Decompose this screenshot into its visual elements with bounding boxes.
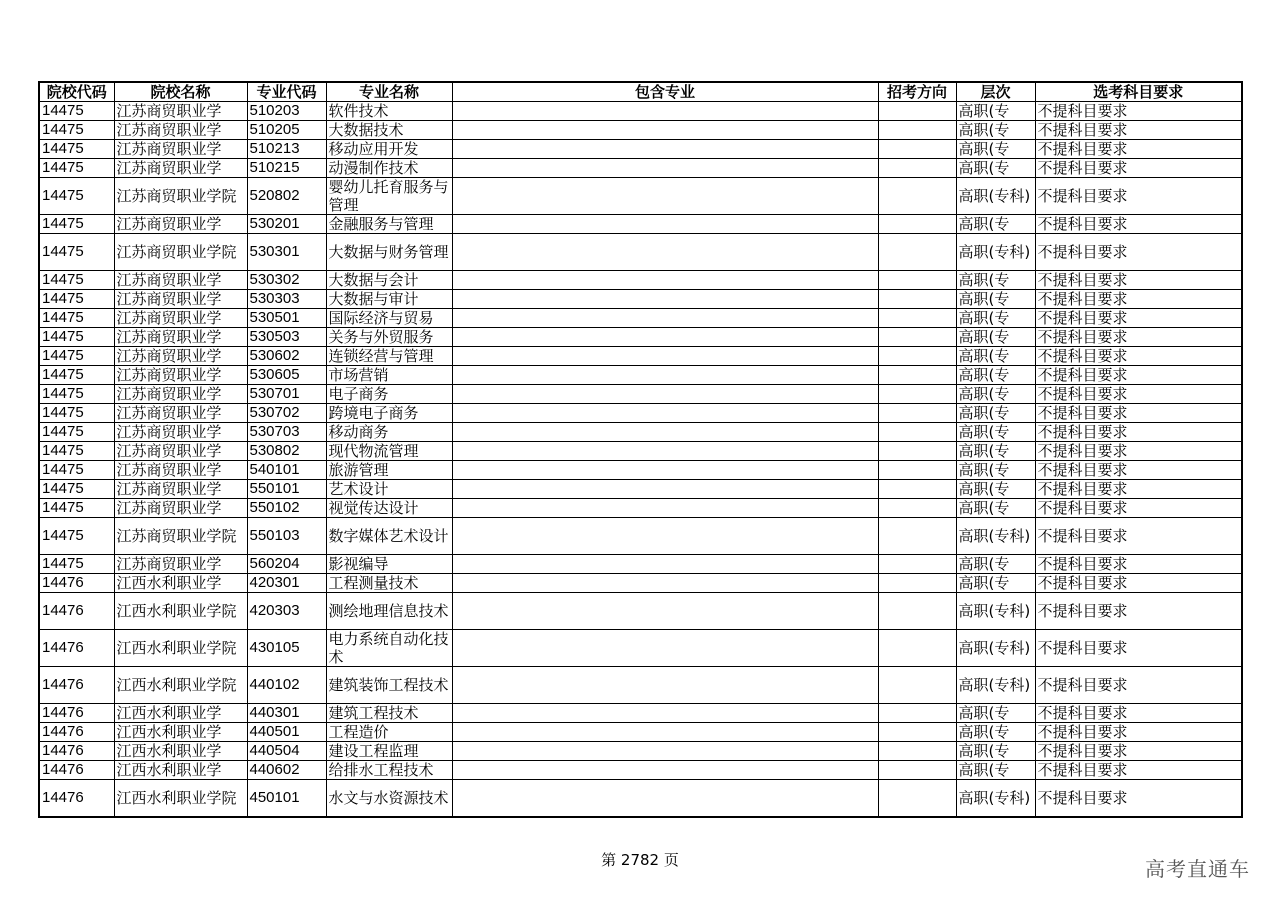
cell-subject-requirement: 不提科目要求 bbox=[1035, 309, 1242, 328]
cell-subject-requirement: 不提科目要求 bbox=[1035, 723, 1242, 742]
cell-school-name: 江西水利职业学 bbox=[114, 574, 247, 593]
cell-included-majors bbox=[452, 780, 878, 818]
cell-included-majors bbox=[452, 499, 878, 518]
cell-major-name: 动漫制作技术 bbox=[326, 159, 452, 178]
cell-level: 高职(专 bbox=[956, 761, 1035, 780]
cell-school-name: 江西水利职业学院 bbox=[114, 593, 247, 630]
cell-exam-direction bbox=[878, 518, 956, 555]
cell-included-majors bbox=[452, 667, 878, 704]
cell-school-name: 江苏商贸职业学 bbox=[114, 347, 247, 366]
header-exam-direction: 招考方向 bbox=[878, 82, 956, 102]
cell-level: 高职(专 bbox=[956, 555, 1035, 574]
cell-level: 高职(专 bbox=[956, 442, 1035, 461]
cell-included-majors bbox=[452, 290, 878, 309]
cell-school-code: 14476 bbox=[39, 780, 114, 818]
table-row bbox=[39, 215, 1242, 234]
cell-included-majors bbox=[452, 121, 878, 140]
table-row bbox=[39, 290, 1242, 309]
cell-major-code: 550102 bbox=[247, 499, 326, 518]
cell-exam-direction bbox=[878, 593, 956, 630]
cell-exam-direction bbox=[878, 667, 956, 704]
cell-school-name: 江苏商贸职业学 bbox=[114, 442, 247, 461]
cell-included-majors bbox=[452, 461, 878, 480]
table-row bbox=[39, 704, 1242, 723]
cell-major-code: 530605 bbox=[247, 366, 326, 385]
table-row bbox=[39, 480, 1242, 499]
header-included-majors: 包含专业 bbox=[452, 82, 878, 102]
header-level: 层次 bbox=[956, 82, 1035, 102]
cell-level: 高职(专科) bbox=[956, 630, 1035, 667]
cell-school-code: 14475 bbox=[39, 178, 114, 215]
cell-level: 高职(专 bbox=[956, 215, 1035, 234]
table-row bbox=[39, 328, 1242, 347]
cell-major-name: 关务与外贸服务 bbox=[326, 328, 452, 347]
cell-major-code: 510205 bbox=[247, 121, 326, 140]
cell-school-name: 江西水利职业学院 bbox=[114, 630, 247, 667]
cell-subject-requirement: 不提科目要求 bbox=[1035, 555, 1242, 574]
table-row bbox=[39, 140, 1242, 159]
cell-subject-requirement: 不提科目要求 bbox=[1035, 704, 1242, 723]
cell-school-name: 江苏商贸职业学院 bbox=[114, 178, 247, 215]
cell-level: 高职(专 bbox=[956, 404, 1035, 423]
cell-major-name: 建筑工程技术 bbox=[326, 704, 452, 723]
cell-level: 高职(专 bbox=[956, 461, 1035, 480]
cell-major-name: 测绘地理信息技术 bbox=[326, 593, 452, 630]
cell-major-code: 420301 bbox=[247, 574, 326, 593]
cell-school-code: 14476 bbox=[39, 630, 114, 667]
cell-school-name: 江苏商贸职业学 bbox=[114, 404, 247, 423]
cell-major-code: 440501 bbox=[247, 723, 326, 742]
cell-exam-direction bbox=[878, 574, 956, 593]
cell-subject-requirement: 不提科目要求 bbox=[1035, 102, 1242, 121]
cell-included-majors bbox=[452, 385, 878, 404]
table-row bbox=[39, 178, 1242, 215]
cell-major-code: 550103 bbox=[247, 518, 326, 555]
cell-exam-direction bbox=[878, 140, 956, 159]
cell-subject-requirement: 不提科目要求 bbox=[1035, 121, 1242, 140]
cell-subject-requirement: 不提科目要求 bbox=[1035, 780, 1242, 818]
cell-school-name: 江苏商贸职业学 bbox=[114, 309, 247, 328]
cell-subject-requirement: 不提科目要求 bbox=[1035, 271, 1242, 290]
cell-school-name: 江苏商贸职业学院 bbox=[114, 518, 247, 555]
cell-major-code: 530303 bbox=[247, 290, 326, 309]
cell-subject-requirement: 不提科目要求 bbox=[1035, 290, 1242, 309]
cell-exam-direction bbox=[878, 121, 956, 140]
cell-included-majors bbox=[452, 555, 878, 574]
table-row bbox=[39, 742, 1242, 761]
cell-level: 高职(专 bbox=[956, 159, 1035, 178]
cell-exam-direction bbox=[878, 290, 956, 309]
cell-major-name: 电子商务 bbox=[326, 385, 452, 404]
table-row bbox=[39, 723, 1242, 742]
header-school-code: 院校代码 bbox=[39, 82, 114, 102]
cell-major-code: 440301 bbox=[247, 704, 326, 723]
cell-level: 高职(专 bbox=[956, 140, 1035, 159]
cell-major-code: 550101 bbox=[247, 480, 326, 499]
cell-school-name: 江西水利职业学 bbox=[114, 704, 247, 723]
cell-major-name: 软件技术 bbox=[326, 102, 452, 121]
cell-included-majors bbox=[452, 480, 878, 499]
header-subject-requirement: 选考科目要求 bbox=[1035, 82, 1242, 102]
cell-school-name: 江苏商贸职业学院 bbox=[114, 234, 247, 271]
cell-level: 高职(专科) bbox=[956, 780, 1035, 818]
table-row bbox=[39, 780, 1242, 818]
table-row bbox=[39, 102, 1242, 121]
cell-school-name: 江苏商贸职业学 bbox=[114, 159, 247, 178]
cell-major-code: 530702 bbox=[247, 404, 326, 423]
cell-included-majors bbox=[452, 593, 878, 630]
cell-major-name: 大数据与审计 bbox=[326, 290, 452, 309]
cell-school-name: 江苏商贸职业学 bbox=[114, 499, 247, 518]
cell-level: 高职(专 bbox=[956, 742, 1035, 761]
cell-school-code: 14475 bbox=[39, 555, 114, 574]
cell-level: 高职(专 bbox=[956, 480, 1035, 499]
cell-subject-requirement: 不提科目要求 bbox=[1035, 234, 1242, 271]
table-row bbox=[39, 271, 1242, 290]
cell-major-name: 建筑装饰工程技术 bbox=[326, 667, 452, 704]
cell-major-code: 530201 bbox=[247, 215, 326, 234]
cell-subject-requirement: 不提科目要求 bbox=[1035, 178, 1242, 215]
cell-major-code: 530701 bbox=[247, 385, 326, 404]
cell-major-name: 移动应用开发 bbox=[326, 140, 452, 159]
page-number: 第 2782 页 bbox=[601, 851, 679, 869]
cell-school-name: 江西水利职业学 bbox=[114, 723, 247, 742]
cell-major-name: 工程造价 bbox=[326, 723, 452, 742]
table-row bbox=[39, 309, 1242, 328]
cell-subject-requirement: 不提科目要求 bbox=[1035, 667, 1242, 704]
cell-subject-requirement: 不提科目要求 bbox=[1035, 761, 1242, 780]
cell-school-code: 14476 bbox=[39, 667, 114, 704]
cell-school-name: 江苏商贸职业学 bbox=[114, 271, 247, 290]
table-row bbox=[39, 499, 1242, 518]
cell-major-code: 430105 bbox=[247, 630, 326, 667]
cell-major-code: 560204 bbox=[247, 555, 326, 574]
cell-school-name: 江苏商贸职业学 bbox=[114, 366, 247, 385]
cell-school-code: 14475 bbox=[39, 461, 114, 480]
table-row bbox=[39, 385, 1242, 404]
cell-included-majors bbox=[452, 215, 878, 234]
cell-major-code: 530602 bbox=[247, 347, 326, 366]
cell-major-code: 440102 bbox=[247, 667, 326, 704]
cell-exam-direction bbox=[878, 723, 956, 742]
cell-exam-direction bbox=[878, 347, 956, 366]
cell-major-code: 530703 bbox=[247, 423, 326, 442]
table-row bbox=[39, 347, 1242, 366]
cell-level: 高职(专 bbox=[956, 574, 1035, 593]
cell-subject-requirement: 不提科目要求 bbox=[1035, 423, 1242, 442]
cell-major-name: 旅游管理 bbox=[326, 461, 452, 480]
cell-subject-requirement: 不提科目要求 bbox=[1035, 442, 1242, 461]
cell-school-name: 江苏商贸职业学 bbox=[114, 102, 247, 121]
cell-subject-requirement: 不提科目要求 bbox=[1035, 742, 1242, 761]
cell-school-code: 14475 bbox=[39, 328, 114, 347]
cell-major-code: 450101 bbox=[247, 780, 326, 818]
cell-school-name: 江苏商贸职业学 bbox=[114, 121, 247, 140]
cell-school-code: 14475 bbox=[39, 140, 114, 159]
cell-included-majors bbox=[452, 723, 878, 742]
cell-exam-direction bbox=[878, 442, 956, 461]
cell-exam-direction bbox=[878, 461, 956, 480]
cell-exam-direction bbox=[878, 630, 956, 667]
cell-school-name: 江苏商贸职业学 bbox=[114, 215, 247, 234]
cell-subject-requirement: 不提科目要求 bbox=[1035, 480, 1242, 499]
cell-level: 高职(专科) bbox=[956, 667, 1035, 704]
table-row bbox=[39, 667, 1242, 704]
cell-school-name: 江西水利职业学 bbox=[114, 761, 247, 780]
cell-school-code: 14475 bbox=[39, 518, 114, 555]
cell-school-code: 14475 bbox=[39, 385, 114, 404]
cell-school-code: 14475 bbox=[39, 102, 114, 121]
cell-major-code: 510215 bbox=[247, 159, 326, 178]
cell-subject-requirement: 不提科目要求 bbox=[1035, 366, 1242, 385]
cell-school-code: 14475 bbox=[39, 499, 114, 518]
cell-included-majors bbox=[452, 234, 878, 271]
cell-major-name: 连锁经营与管理 bbox=[326, 347, 452, 366]
cell-major-name: 给排水工程技术 bbox=[326, 761, 452, 780]
table-row bbox=[39, 761, 1242, 780]
cell-exam-direction bbox=[878, 555, 956, 574]
table-row bbox=[39, 234, 1242, 271]
cell-included-majors bbox=[452, 159, 878, 178]
cell-level: 高职(专 bbox=[956, 271, 1035, 290]
cell-school-name: 江苏商贸职业学 bbox=[114, 423, 247, 442]
cell-included-majors bbox=[452, 347, 878, 366]
cell-included-majors bbox=[452, 271, 878, 290]
cell-major-code: 440504 bbox=[247, 742, 326, 761]
header-major-name: 专业名称 bbox=[326, 82, 452, 102]
cell-included-majors bbox=[452, 366, 878, 385]
cell-major-name: 水文与水资源技术 bbox=[326, 780, 452, 818]
cell-included-majors bbox=[452, 309, 878, 328]
table-row bbox=[39, 121, 1242, 140]
cell-major-name: 跨境电子商务 bbox=[326, 404, 452, 423]
cell-subject-requirement: 不提科目要求 bbox=[1035, 574, 1242, 593]
table-row bbox=[39, 574, 1242, 593]
cell-school-code: 14476 bbox=[39, 761, 114, 780]
cell-exam-direction bbox=[878, 423, 956, 442]
watermark-text: 高考直通车 bbox=[1145, 857, 1250, 881]
cell-level: 高职(专科) bbox=[956, 518, 1035, 555]
table-row bbox=[39, 159, 1242, 178]
cell-major-name: 国际经济与贸易 bbox=[326, 309, 452, 328]
cell-major-code: 530802 bbox=[247, 442, 326, 461]
cell-included-majors bbox=[452, 742, 878, 761]
cell-level: 高职(专 bbox=[956, 423, 1035, 442]
cell-exam-direction bbox=[878, 780, 956, 818]
cell-exam-direction bbox=[878, 366, 956, 385]
cell-major-name: 金融服务与管理 bbox=[326, 215, 452, 234]
cell-major-name: 视觉传达设计 bbox=[326, 499, 452, 518]
cell-school-name: 江苏商贸职业学 bbox=[114, 385, 247, 404]
cell-level: 高职(专 bbox=[956, 385, 1035, 404]
cell-subject-requirement: 不提科目要求 bbox=[1035, 593, 1242, 630]
cell-exam-direction bbox=[878, 271, 956, 290]
cell-major-code: 530503 bbox=[247, 328, 326, 347]
cell-included-majors bbox=[452, 630, 878, 667]
table-row bbox=[39, 366, 1242, 385]
cell-school-code: 14475 bbox=[39, 404, 114, 423]
cell-exam-direction bbox=[878, 704, 956, 723]
header-school-name: 院校名称 bbox=[114, 82, 247, 102]
table-row bbox=[39, 630, 1242, 667]
cell-subject-requirement: 不提科目要求 bbox=[1035, 159, 1242, 178]
cell-school-code: 14475 bbox=[39, 271, 114, 290]
cell-school-code: 14475 bbox=[39, 366, 114, 385]
cell-major-name: 数字媒体艺术设计 bbox=[326, 518, 452, 555]
cell-exam-direction bbox=[878, 385, 956, 404]
cell-exam-direction bbox=[878, 328, 956, 347]
cell-level: 高职(专 bbox=[956, 347, 1035, 366]
cell-exam-direction bbox=[878, 761, 956, 780]
cell-major-name: 婴幼儿托育服务与管理 bbox=[326, 178, 452, 215]
cell-included-majors bbox=[452, 140, 878, 159]
cell-included-majors bbox=[452, 423, 878, 442]
cell-major-code: 530301 bbox=[247, 234, 326, 271]
cell-school-name: 江苏商贸职业学 bbox=[114, 328, 247, 347]
cell-subject-requirement: 不提科目要求 bbox=[1035, 347, 1242, 366]
cell-school-code: 14475 bbox=[39, 480, 114, 499]
cell-included-majors bbox=[452, 102, 878, 121]
cell-school-name: 江西水利职业学院 bbox=[114, 667, 247, 704]
cell-exam-direction bbox=[878, 499, 956, 518]
header-major-code: 专业代码 bbox=[247, 82, 326, 102]
cell-major-code: 520802 bbox=[247, 178, 326, 215]
cell-major-name: 市场营销 bbox=[326, 366, 452, 385]
cell-school-code: 14475 bbox=[39, 215, 114, 234]
cell-subject-requirement: 不提科目要求 bbox=[1035, 518, 1242, 555]
table-row bbox=[39, 555, 1242, 574]
cell-major-name: 电力系统自动化技术 bbox=[326, 630, 452, 667]
cell-included-majors bbox=[452, 574, 878, 593]
cell-school-code: 14475 bbox=[39, 121, 114, 140]
cell-major-name: 影视编导 bbox=[326, 555, 452, 574]
cell-subject-requirement: 不提科目要求 bbox=[1035, 404, 1242, 423]
cell-level: 高职(专 bbox=[956, 723, 1035, 742]
cell-major-name: 建设工程监理 bbox=[326, 742, 452, 761]
cell-major-code: 420303 bbox=[247, 593, 326, 630]
cell-exam-direction bbox=[878, 215, 956, 234]
cell-school-code: 14475 bbox=[39, 442, 114, 461]
cell-major-name: 大数据与财务管理 bbox=[326, 234, 452, 271]
cell-subject-requirement: 不提科目要求 bbox=[1035, 461, 1242, 480]
cell-level: 高职(专 bbox=[956, 704, 1035, 723]
cell-subject-requirement: 不提科目要求 bbox=[1035, 140, 1242, 159]
table-row bbox=[39, 593, 1242, 630]
cell-major-code: 510203 bbox=[247, 102, 326, 121]
cell-major-name: 现代物流管理 bbox=[326, 442, 452, 461]
table-row bbox=[39, 442, 1242, 461]
cell-exam-direction bbox=[878, 404, 956, 423]
table-header-row bbox=[39, 82, 1242, 102]
cell-subject-requirement: 不提科目要求 bbox=[1035, 499, 1242, 518]
cell-school-code: 14476 bbox=[39, 723, 114, 742]
cell-level: 高职(专科) bbox=[956, 234, 1035, 271]
table-body bbox=[39, 102, 1242, 818]
cell-exam-direction bbox=[878, 159, 956, 178]
cell-included-majors bbox=[452, 442, 878, 461]
cell-school-name: 江西水利职业学院 bbox=[114, 780, 247, 818]
cell-school-code: 14475 bbox=[39, 309, 114, 328]
cell-included-majors bbox=[452, 518, 878, 555]
cell-school-code: 14475 bbox=[39, 347, 114, 366]
cell-exam-direction bbox=[878, 742, 956, 761]
cell-level: 高职(专 bbox=[956, 499, 1035, 518]
cell-level: 高职(专 bbox=[956, 328, 1035, 347]
cell-level: 高职(专科) bbox=[956, 178, 1035, 215]
cell-major-code: 540101 bbox=[247, 461, 326, 480]
cell-level: 高职(专 bbox=[956, 366, 1035, 385]
cell-school-name: 江苏商贸职业学 bbox=[114, 290, 247, 309]
cell-subject-requirement: 不提科目要求 bbox=[1035, 328, 1242, 347]
table-row bbox=[39, 404, 1242, 423]
cell-major-code: 530302 bbox=[247, 271, 326, 290]
cell-exam-direction bbox=[878, 178, 956, 215]
table-row bbox=[39, 518, 1242, 555]
cell-major-name: 艺术设计 bbox=[326, 480, 452, 499]
cell-major-code: 440602 bbox=[247, 761, 326, 780]
cell-subject-requirement: 不提科目要求 bbox=[1035, 385, 1242, 404]
table-row bbox=[39, 423, 1242, 442]
cell-school-code: 14476 bbox=[39, 593, 114, 630]
cell-school-code: 14475 bbox=[39, 234, 114, 271]
cell-school-code: 14475 bbox=[39, 159, 114, 178]
cell-included-majors bbox=[452, 328, 878, 347]
cell-included-majors bbox=[452, 704, 878, 723]
cell-school-name: 江西水利职业学 bbox=[114, 742, 247, 761]
cell-level: 高职(专 bbox=[956, 309, 1035, 328]
cell-school-name: 江苏商贸职业学 bbox=[114, 140, 247, 159]
cell-level: 高职(专 bbox=[956, 102, 1035, 121]
cell-subject-requirement: 不提科目要求 bbox=[1035, 630, 1242, 667]
cell-included-majors bbox=[452, 761, 878, 780]
cell-major-code: 510213 bbox=[247, 140, 326, 159]
cell-major-code: 530501 bbox=[247, 309, 326, 328]
cell-school-code: 14475 bbox=[39, 423, 114, 442]
cell-major-name: 大数据与会计 bbox=[326, 271, 452, 290]
cell-major-name: 大数据技术 bbox=[326, 121, 452, 140]
cell-major-name: 工程测量技术 bbox=[326, 574, 452, 593]
cell-major-name: 移动商务 bbox=[326, 423, 452, 442]
cell-school-code: 14476 bbox=[39, 704, 114, 723]
admission-table bbox=[38, 81, 1243, 818]
cell-exam-direction bbox=[878, 102, 956, 121]
cell-school-name: 江苏商贸职业学 bbox=[114, 461, 247, 480]
cell-included-majors bbox=[452, 404, 878, 423]
cell-school-name: 江苏商贸职业学 bbox=[114, 555, 247, 574]
cell-exam-direction bbox=[878, 480, 956, 499]
cell-included-majors bbox=[452, 178, 878, 215]
cell-school-code: 14476 bbox=[39, 574, 114, 593]
cell-school-code: 14475 bbox=[39, 290, 114, 309]
table-row bbox=[39, 461, 1242, 480]
cell-level: 高职(专 bbox=[956, 290, 1035, 309]
cell-exam-direction bbox=[878, 309, 956, 328]
cell-school-name: 江苏商贸职业学 bbox=[114, 480, 247, 499]
cell-school-code: 14476 bbox=[39, 742, 114, 761]
cell-exam-direction bbox=[878, 234, 956, 271]
cell-level: 高职(专 bbox=[956, 121, 1035, 140]
cell-subject-requirement: 不提科目要求 bbox=[1035, 215, 1242, 234]
cell-level: 高职(专科) bbox=[956, 593, 1035, 630]
